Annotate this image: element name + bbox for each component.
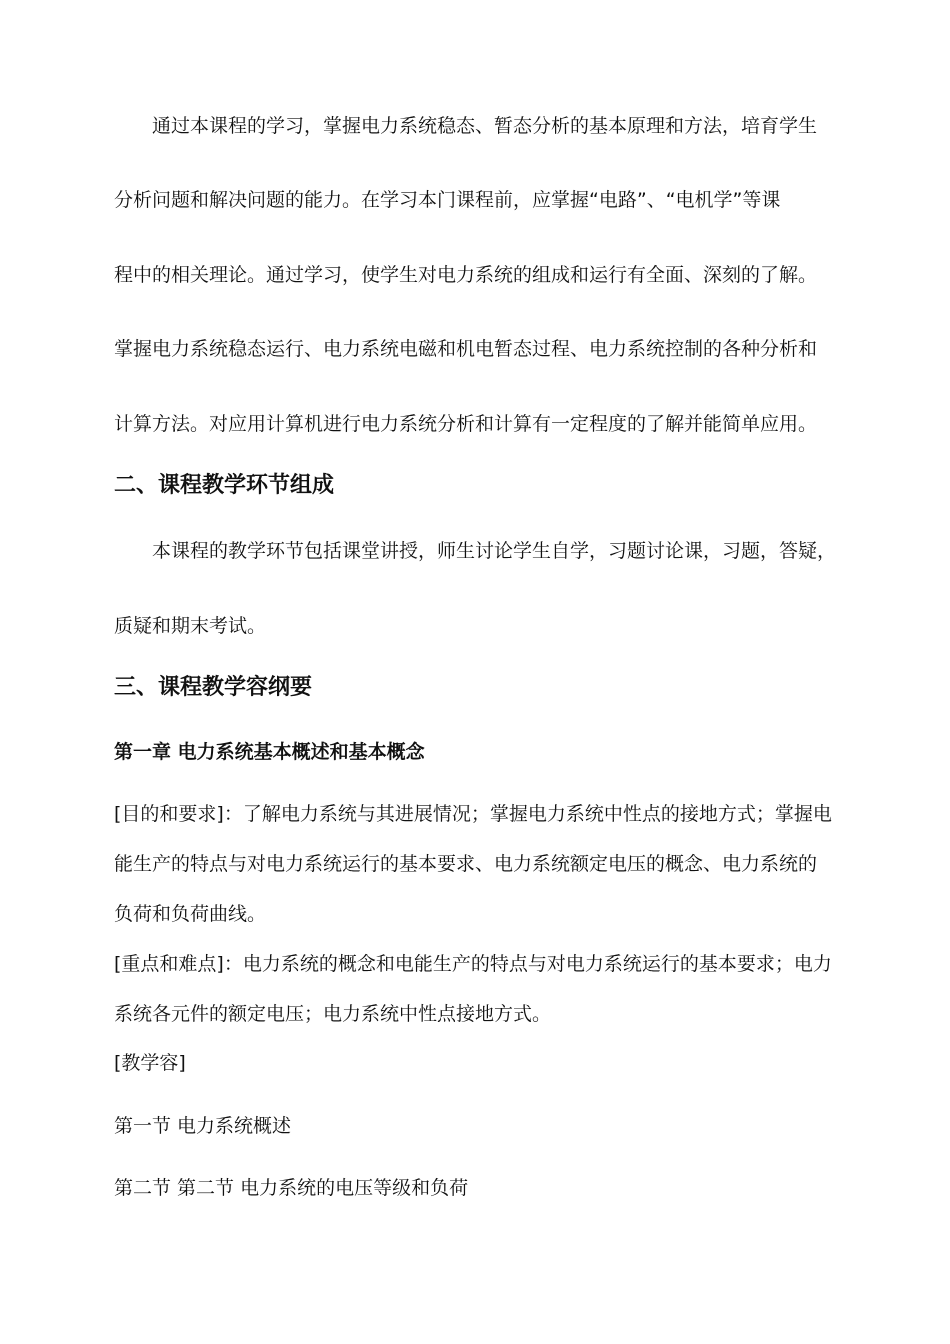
goals-line-3: 负荷和负荷曲线。 <box>114 903 267 925</box>
section-heading-2: 二、课程教学环节组成 <box>114 473 335 498</box>
intro-line-1: 通过本课程的学习，掌握电力系统稳态、暂态分析的基本原理和方法，培育学生 <box>152 115 818 137</box>
section-item-1: 第一节 电力系统概述 <box>114 1115 292 1137</box>
goals-line-2: 能生产的特点与对电力系统运行的基本要求、电力系统额定电压的概念、电力系统的 <box>114 853 818 875</box>
section-heading-3: 三、课程教学容纲要 <box>114 675 313 700</box>
section-item-2: 第二节 第二节 电力系统的电压等级和负荷 <box>114 1177 469 1199</box>
goals-line-1: [目的和要求]：了解电力系统与其进展情况；掌握电力系统中性点的接地方式；掌握电 <box>114 803 832 825</box>
teaching-content-label: [教学容] <box>114 1052 186 1074</box>
chapter-title: 第一章 电力系统基本概述和基本概念 <box>114 741 425 763</box>
intro-line-2: 分析问题和解决问题的能力。在学习本门课程前，应掌握“电路”、“电机学”等课 <box>114 189 781 211</box>
intro-line-4: 掌握电力系统稳态运行、电力系统电磁和机电暂态过程、电力系统控制的各种分析和 <box>114 338 818 360</box>
section2-line-1: 本课程的教学环节包括课堂讲授，师生讨论学生自学，习题讨论课，习题，答疑， <box>152 540 837 562</box>
section2-line-2: 质疑和期末考试。 <box>114 615 267 637</box>
keypoints-line-2: 系统各元件的额定电压；电力系统中性点接地方式。 <box>114 1003 552 1025</box>
keypoints-line-1: [重点和难点]：电力系统的概念和电能生产的特点与对电力系统运行的基本要求；电力 <box>114 953 832 975</box>
intro-line-5: 计算方法。对应用计算机进行电力系统分析和计算有一定程度的了解并能简单应用。 <box>114 413 818 435</box>
intro-line-3: 程中的相关理论。通过学习，使学生对电力系统的组成和运行有全面、深刻的了解。 <box>114 264 818 286</box>
